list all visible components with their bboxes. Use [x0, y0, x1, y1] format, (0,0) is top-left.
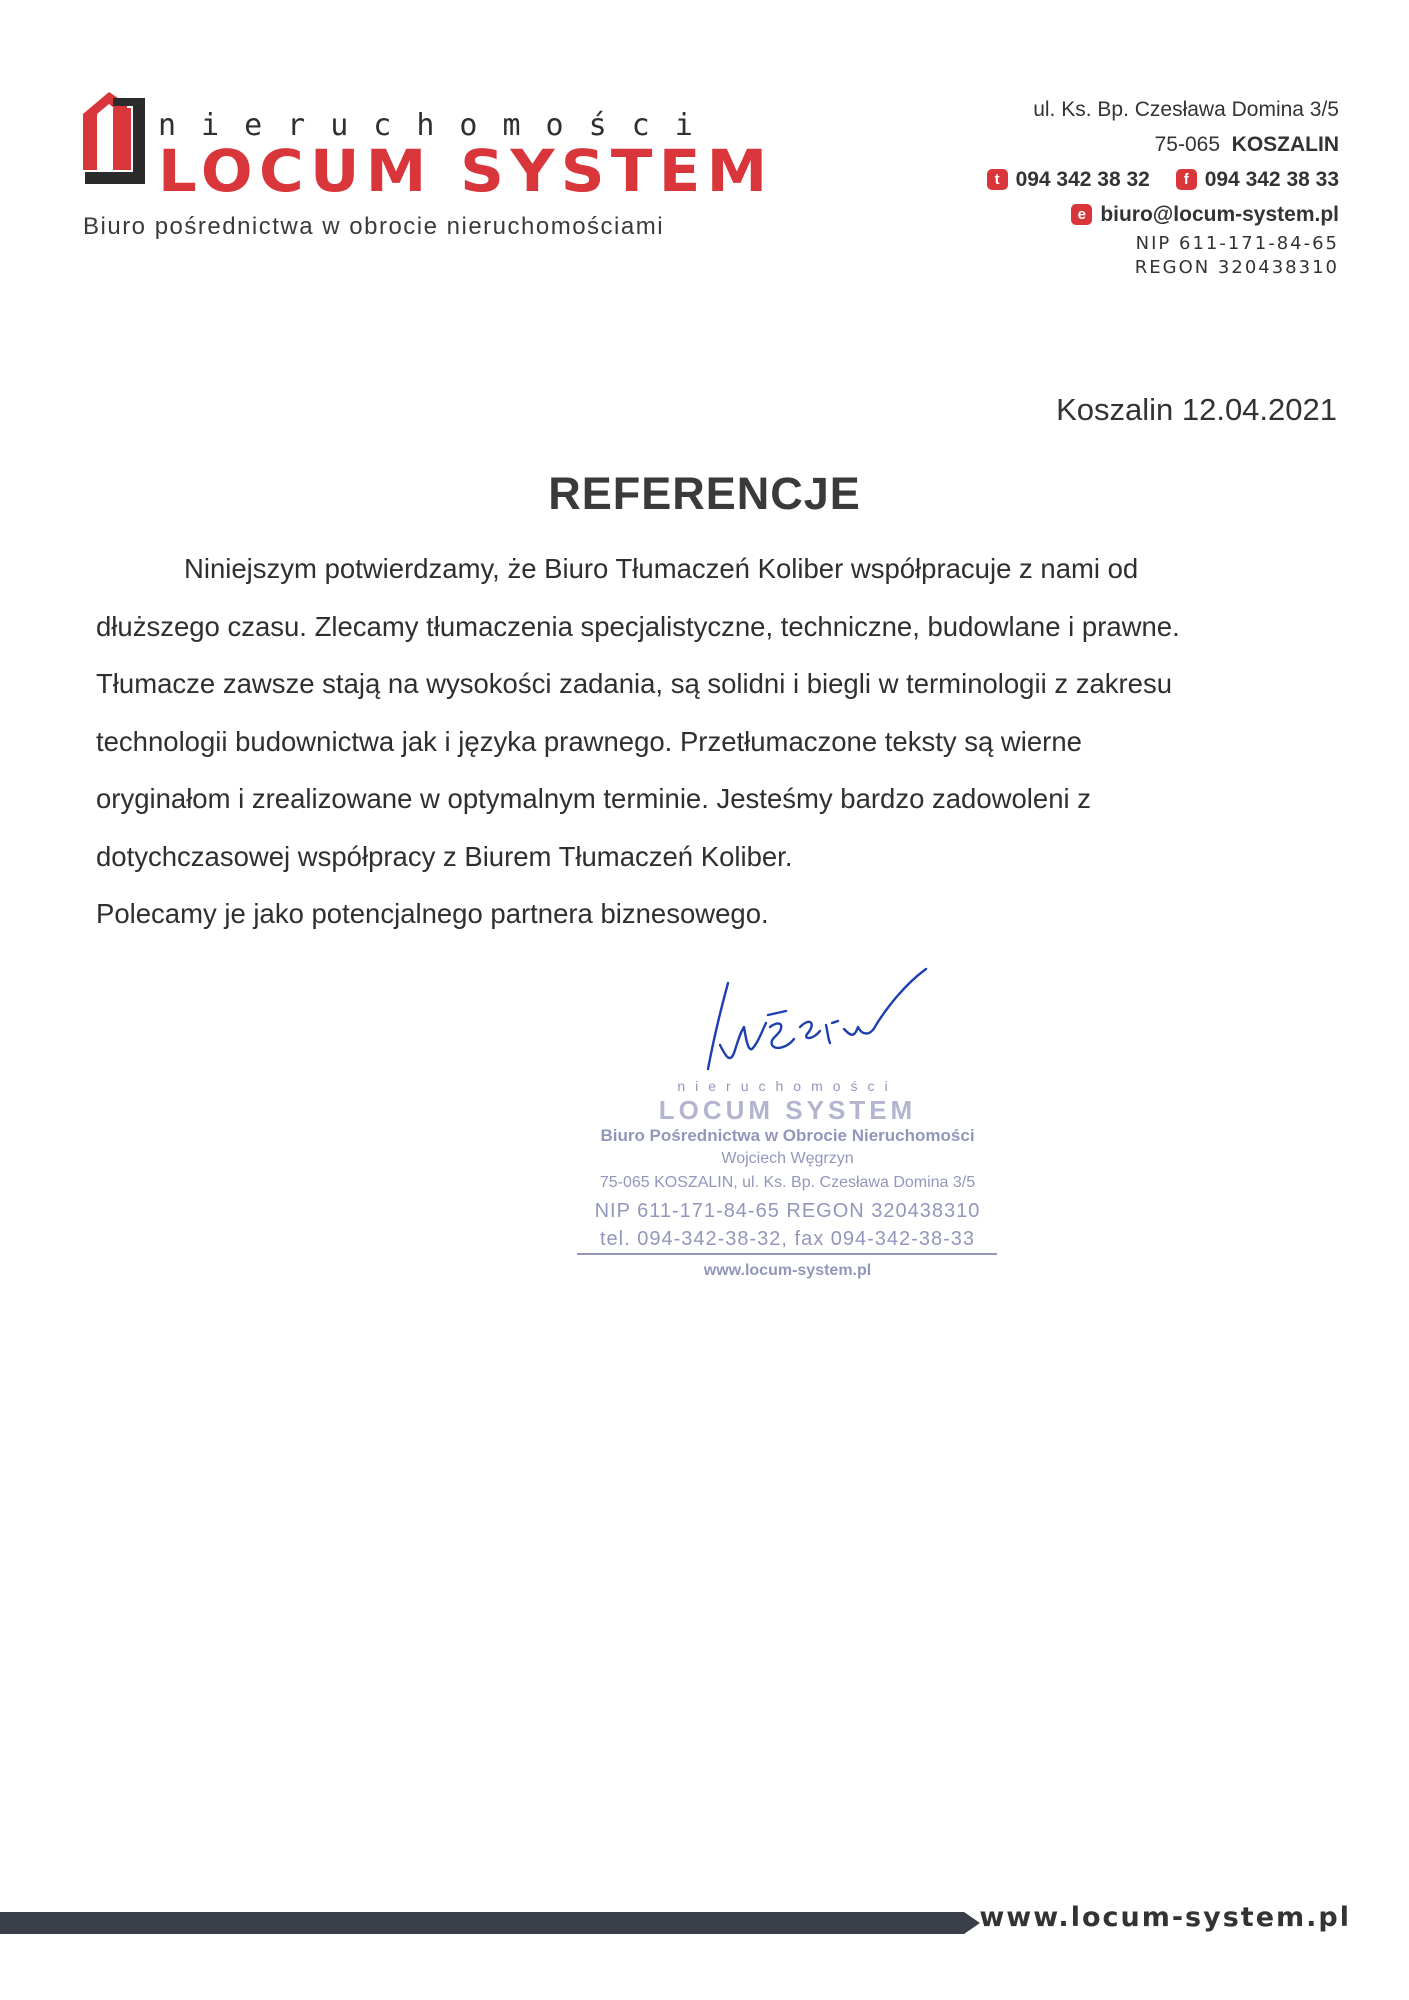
footer-website: www.locum-system.pl	[979, 1902, 1351, 1933]
logo-tagline: Biuro pośrednictwa w obrocie nieruchomościami	[83, 213, 665, 240]
stamp-divider	[577, 1253, 997, 1255]
stamp-line: LOCUM SYSTEM	[658, 1095, 917, 1125]
company-stamp	[565, 1078, 1010, 1298]
logo-subtitle: nieruchomości	[158, 108, 718, 143]
contact-city-line	[987, 127, 1339, 162]
letter-line: Polecamy je jako potencjalnego partnera biznesowego.	[96, 898, 769, 929]
stamp-line: Biuro Pośrednictwa w Obrocie Nieruchomości	[600, 1126, 975, 1145]
contact-nip: NIP 611-171-84-65	[1135, 233, 1339, 254]
footer-bar	[0, 1912, 980, 1934]
stamp-line: tel. 094-342-38-32, fax 094-342-38-33	[599, 1228, 975, 1250]
letter-line: dłuższego czasu. Zlecamy tłumaczenia specjalistyczne, techniczne, budowlane i prawne.	[96, 610, 1180, 642]
stamp-line: 75-065 KOSZALIN, ul. Ks. Bp. Czesława Domina 3/5	[599, 1174, 976, 1191]
handwritten-signature	[700, 965, 980, 1075]
letter-date: Koszalin 12.04.2021	[1056, 392, 1337, 427]
contact-phones	[987, 162, 1339, 197]
contact-email-row	[987, 197, 1339, 232]
fax-icon: f	[1176, 169, 1197, 190]
letter-line: Niniejszym potwierdzamy, że Biuro Tłumaczeń Koliber współpracuje z nami od	[184, 553, 1139, 584]
contact-postcode: 75-065	[1154, 133, 1220, 156]
stamp-line: www.locum-system.pl	[703, 1262, 872, 1279]
letter-line: technologii budownictwa jak i języka prawnego. Przetłumaczone teksty są wierne	[96, 725, 1082, 757]
stamp-line: Wojciech Węgrzyn	[721, 1150, 854, 1167]
contact-email: biuro@locum-system.pl	[1100, 203, 1339, 226]
contact-regon: REGON 320438310	[1134, 257, 1339, 278]
letter-body	[96, 540, 1336, 943]
letter-line: oryginałom i zrealizowane w optymalnym terminie. Jesteśmy bardzo zadowoleni z	[96, 783, 1091, 814]
contact-city: KOSZALIN	[1231, 133, 1339, 156]
email-icon: e	[1071, 204, 1092, 225]
letter-line: Tłumacze zawsze stają na wysokości zadania, są solidni i biegli w terminologii z zakresu	[96, 668, 1173, 699]
logo-wordmark: LOCUM SYSTEM	[158, 137, 774, 205]
letter-line: dotychczasowej współpracy z Biurem Tłumaczeń Koliber.	[96, 840, 793, 872]
phone-icon: t	[987, 169, 1008, 190]
letter-title: REFERENCJE	[548, 468, 861, 519]
stamp-line: nieruchomości	[677, 1078, 898, 1094]
contact-block	[987, 92, 1339, 280]
contact-fax: 094 342 38 33	[1204, 168, 1339, 191]
contact-phone: 094 342 38 32	[1015, 168, 1150, 191]
logo-house-icon	[83, 92, 145, 184]
contact-street: ul. Ks. Bp. Czesława Domina 3/5	[1033, 98, 1339, 121]
stamp-line: NIP 611-171-84-65 REGON 320438310	[594, 1200, 981, 1222]
